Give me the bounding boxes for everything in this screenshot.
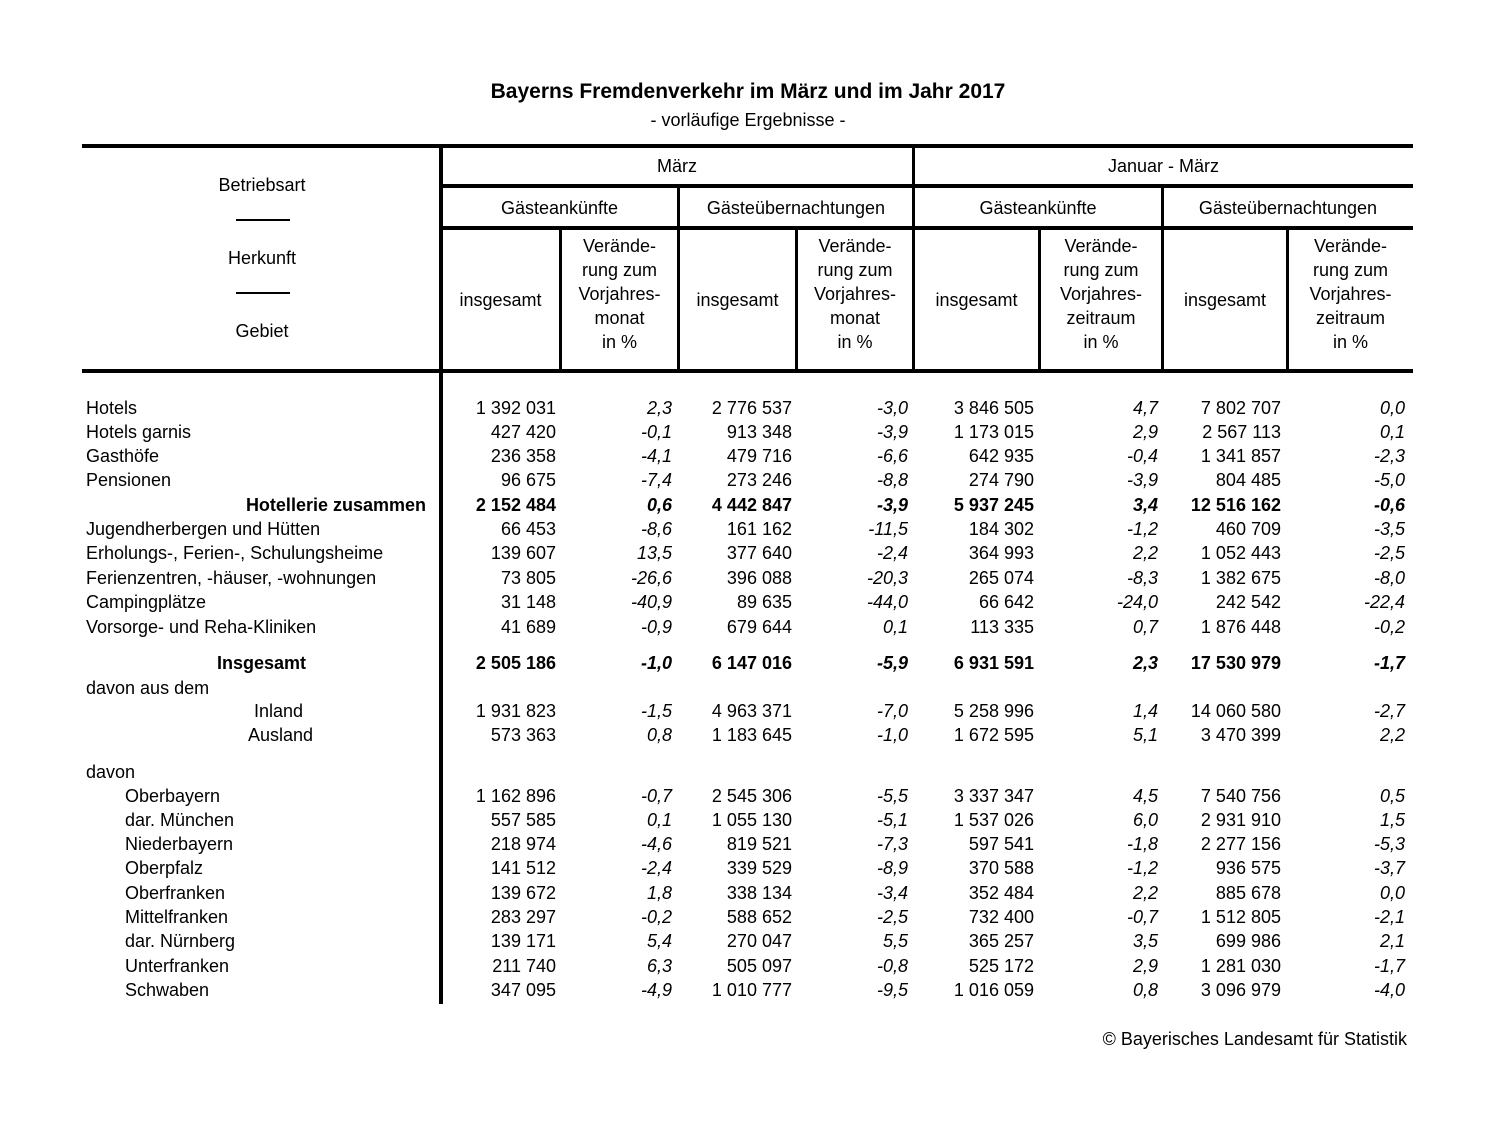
cell-change-percent: -0,7: [640, 786, 672, 806]
row-label: Hotels garnis: [86, 422, 192, 442]
cell-total: 265 074: [968, 568, 1034, 588]
table-row: [0, 954, 1489, 978]
cell-change-percent: -4,6: [640, 834, 672, 854]
cell-total: 1 162 896: [475, 786, 556, 806]
cell-change-percent: -7,0: [876, 701, 908, 721]
cell-total: 2 277 156: [1200, 834, 1281, 854]
row-label: Unterfranken: [125, 956, 230, 976]
table-row: [0, 881, 1489, 905]
cell-total: 14 060 580: [1190, 701, 1281, 721]
cell-change-percent: -0,6: [1373, 495, 1405, 515]
period-jan-maerz: Januar - März: [1107, 156, 1220, 176]
cell-total: 89 635: [736, 592, 792, 612]
row-label: dar. Nürnberg: [125, 931, 236, 951]
row-label: Hotels: [86, 398, 138, 418]
cell-total: 1 537 026: [953, 810, 1034, 830]
cell-total: 2 545 306: [711, 786, 792, 806]
cell-total: 2 776 537: [711, 398, 792, 418]
cell-total: 913 348: [726, 422, 792, 442]
cell-change-percent: 1,8: [646, 883, 672, 903]
table-row: [0, 856, 1489, 880]
cell-change-percent: -3,7: [1373, 858, 1405, 878]
cell-change-percent: 0,8: [646, 725, 672, 745]
stub-header-betriebsart: Betriebsart: [218, 175, 306, 195]
table-row: [0, 905, 1489, 929]
cell-total: 66 642: [978, 592, 1034, 612]
cell-total: 1 876 448: [1200, 617, 1281, 637]
cell-total: 139 171: [490, 931, 556, 951]
cell-change-percent: -2,5: [1373, 543, 1405, 563]
cell-total: 66 453: [500, 519, 556, 539]
cell-total: 4 963 371: [711, 701, 792, 721]
cell-change-percent: -20,3: [866, 568, 908, 588]
cell-total: 3 846 505: [953, 398, 1034, 418]
row-label: Jugendherbergen und Hütten: [86, 519, 321, 539]
row-label: Ausland: [247, 725, 313, 745]
cell-total: 364 993: [968, 543, 1034, 563]
cell-total: 139 672: [490, 883, 556, 903]
cell-change-percent: 2,1: [1379, 931, 1405, 951]
cell-change-percent: -0,1: [640, 422, 672, 442]
cell-total: 1 382 675: [1200, 568, 1281, 588]
row-label: Hotellerie zusammen: [245, 495, 426, 515]
table-row: [0, 493, 1489, 517]
table-row: [0, 468, 1489, 492]
period-maerz: März: [657, 156, 697, 176]
cell-change-percent: -44,0: [866, 592, 908, 612]
col-header-7: insgesamt: [1183, 290, 1267, 310]
row-label: Erholungs-, Ferien-, Schulungsheime: [86, 543, 384, 563]
cell-change-percent: 0,5: [1379, 786, 1405, 806]
copyright-notice: © Bayerisches Landesamt für Statistik: [1102, 1029, 1407, 1049]
cell-change-percent: 0,1: [646, 810, 672, 830]
cell-change-percent: -8,6: [640, 519, 672, 539]
cell-total: 936 575: [1215, 858, 1281, 878]
page-subtitle: - vorläufige Ergebnisse -: [650, 110, 846, 130]
cell-total: 732 400: [968, 907, 1034, 927]
row-label: Mittelfranken: [125, 907, 229, 927]
row-label: Niederbayern: [125, 834, 234, 854]
cell-change-percent: 0,6: [646, 495, 672, 515]
stub-dash-1: [236, 219, 290, 221]
col-header-4: Verände- rung zum Vorjahres- monat in %: [813, 236, 897, 352]
stub-header-herkunft: Herkunft: [227, 248, 297, 268]
cell-change-percent: 2,3: [646, 398, 672, 418]
cell-total: 557 585: [490, 810, 556, 830]
table-row: [0, 929, 1489, 953]
cell-total: 3 337 347: [953, 786, 1034, 806]
cell-change-percent: -0,7: [1126, 907, 1158, 927]
cell-total: 505 097: [726, 956, 792, 976]
cell-change-percent: 0,0: [1379, 883, 1405, 903]
cell-change-percent: -2,1: [1373, 907, 1405, 927]
cell-total: 460 709: [1215, 519, 1281, 539]
cell-change-percent: 3,5: [1132, 931, 1158, 951]
cell-total: 679 644: [726, 617, 792, 637]
cell-change-percent: 4,5: [1132, 786, 1158, 806]
cell-change-percent: -1,0: [640, 653, 672, 673]
cell-change-percent: -5,3: [1373, 834, 1405, 854]
cell-total: 396 088: [726, 568, 792, 588]
table-row: [0, 808, 1489, 832]
cell-change-percent: -7,3: [876, 834, 908, 854]
table-row: [0, 978, 1489, 1002]
table-row: [0, 590, 1489, 614]
cell-change-percent: -8,8: [876, 470, 908, 490]
cell-change-percent: -11,5: [868, 519, 908, 539]
cell-total: 1 512 805: [1200, 907, 1281, 927]
page-title: Bayerns Fremdenverkehr im März und im Jahr 2017: [490, 80, 1006, 103]
cell-change-percent: -1,5: [640, 701, 672, 721]
cell-total: 1 672 595: [953, 725, 1034, 745]
cell-change-percent: -1,2: [1126, 858, 1158, 878]
cell-total: 352 484: [968, 883, 1034, 903]
cell-change-percent: -0,9: [640, 617, 672, 637]
cell-total: 41 689: [500, 617, 556, 637]
cell-total: 161 162: [726, 519, 792, 539]
cell-change-percent: -9,5: [876, 980, 908, 1000]
cell-total: 1 183 645: [711, 725, 792, 745]
cell-change-percent: -40,9: [630, 592, 672, 612]
cell-total: 479 716: [726, 446, 792, 466]
cell-total: 283 297: [490, 907, 556, 927]
row-label: Campingplätze: [86, 592, 207, 612]
cell-total: 370 588: [968, 858, 1034, 878]
cell-change-percent: -6,6: [876, 446, 908, 466]
group-uebernachtungen-jahr: Gästeübernachtungen: [1198, 198, 1378, 218]
cell-total: 6 147 016: [711, 653, 792, 673]
col-header-3: insgesamt: [696, 290, 779, 310]
cell-total: 184 302: [968, 519, 1034, 539]
cell-change-percent: -3,9: [876, 422, 908, 442]
cell-change-percent: -2,5: [876, 907, 908, 927]
table-row: [0, 832, 1489, 856]
group-ankuenfte-maerz: Gästeankünfte: [500, 198, 619, 218]
cell-change-percent: 6,3: [646, 956, 672, 976]
cell-total: 2 931 910: [1200, 810, 1281, 830]
cell-total: 1 392 031: [475, 398, 556, 418]
cell-total: 3 470 399: [1200, 725, 1281, 745]
row-label: Oberfranken: [125, 883, 226, 903]
header-bottom-rule: [82, 369, 1413, 373]
table-top-rule: [82, 144, 1413, 148]
table-row: [0, 723, 1489, 747]
cell-total: 3 096 979: [1200, 980, 1281, 1000]
cell-change-percent: -5,9: [876, 653, 908, 673]
cell-change-percent: -3,4: [876, 883, 908, 903]
cell-total: 7 540 756: [1200, 786, 1281, 806]
cell-change-percent: -3,5: [1373, 519, 1405, 539]
cell-total: 96 675: [500, 470, 556, 490]
cell-total: 17 530 979: [1190, 653, 1281, 673]
cell-change-percent: -7,4: [640, 470, 672, 490]
table-row: [0, 444, 1489, 468]
cell-total: 218 974: [490, 834, 556, 854]
row-label: dar. München: [125, 810, 235, 830]
cell-change-percent: -0,4: [1126, 446, 1158, 466]
cell-total: 5 258 996: [953, 701, 1034, 721]
cell-change-percent: -5,1: [876, 810, 908, 830]
row-label: davon: [86, 762, 136, 782]
cell-total: 2 505 186: [475, 653, 556, 673]
cell-total: 236 358: [490, 446, 556, 466]
cell-change-percent: 3,4: [1132, 495, 1158, 515]
cell-change-percent: -4,0: [1373, 980, 1405, 1000]
table-row: [0, 676, 1489, 700]
table-row: [0, 784, 1489, 808]
col-header-1: insgesamt: [459, 290, 542, 310]
stub-header-gebiet: Gebiet: [235, 321, 289, 341]
col-header-6: Verände- rung zum Vorjahres- zeitraum in %: [1059, 236, 1143, 352]
cell-change-percent: -8,0: [1373, 568, 1405, 588]
cell-total: 1 341 857: [1200, 446, 1281, 466]
cell-change-percent: -24,0: [1116, 592, 1158, 612]
row-label: Vorsorge- und Reha-Kliniken: [86, 617, 317, 637]
cell-total: 2 567 113: [1202, 422, 1281, 442]
cell-change-percent: -4,1: [640, 446, 672, 466]
group-uebernachtungen-maerz: Gästeübernachtungen: [706, 198, 886, 218]
cell-total: 699 986: [1215, 931, 1281, 951]
cell-change-percent: -1,2: [1126, 519, 1158, 539]
table-row: [0, 566, 1489, 590]
cell-total: 819 521: [726, 834, 792, 854]
cell-total: 12 516 162: [1190, 495, 1281, 515]
table-row: [0, 541, 1489, 565]
cell-total: 597 541: [968, 834, 1034, 854]
cell-total: 270 047: [726, 931, 792, 951]
row-label: Oberbayern: [125, 786, 221, 806]
cell-change-percent: -0,2: [1373, 617, 1405, 637]
cell-change-percent: 1,5: [1379, 810, 1405, 830]
cell-total: 347 095: [490, 980, 556, 1000]
cell-change-percent: -3,9: [876, 495, 908, 515]
cell-total: 6 931 591: [953, 653, 1034, 673]
cell-change-percent: -5,0: [1373, 470, 1405, 490]
table-row: [0, 699, 1489, 723]
cell-change-percent: -2,7: [1373, 701, 1405, 721]
cell-change-percent: -0,8: [876, 956, 908, 976]
cell-change-percent: -4,9: [640, 980, 672, 1000]
col-header-8: Verände- rung zum Vorjahres- zeitraum in %: [1309, 236, 1392, 352]
table-row: [0, 615, 1489, 639]
cell-total: 1 931 823: [475, 701, 556, 721]
cell-total: 1 052 443: [1200, 543, 1281, 563]
cell-total: 525 172: [968, 956, 1034, 976]
cell-total: 4 442 847: [711, 495, 792, 515]
col-header-2: Verände- rung zum Vorjahres- monat in %: [578, 236, 661, 352]
cell-change-percent: -1,7: [1373, 956, 1405, 976]
group-ankuenfte-jahr: Gästeankünfte: [979, 198, 1097, 218]
cell-change-percent: -2,3: [1373, 446, 1405, 466]
cell-total: 273 246: [726, 470, 792, 490]
cell-change-percent: 4,7: [1132, 398, 1158, 418]
row-label: Oberpfalz: [125, 858, 204, 878]
cell-total: 804 485: [1215, 470, 1281, 490]
cell-total: 427 420: [490, 422, 556, 442]
cell-total: 377 640: [726, 543, 792, 563]
cell-change-percent: 0,0: [1379, 398, 1405, 418]
cell-total: 7 802 707: [1200, 398, 1281, 418]
cell-change-percent: 13,5: [636, 543, 672, 563]
cell-change-percent: -0,2: [640, 907, 672, 927]
cell-total: 242 542: [1215, 592, 1281, 612]
row-label: Insgesamt: [216, 653, 306, 673]
row-label: Inland: [253, 701, 303, 721]
cell-total: 211 740: [492, 956, 556, 976]
row-label: Gasthöfe: [86, 446, 160, 466]
cell-change-percent: 1,4: [1132, 701, 1158, 721]
cell-change-percent: 2,9: [1132, 422, 1158, 442]
cell-change-percent: 2,9: [1132, 956, 1158, 976]
cell-change-percent: -8,9: [876, 858, 908, 878]
cell-change-percent: -2,4: [876, 543, 908, 563]
cell-total: 339 529: [726, 858, 792, 878]
cell-total: 1 281 030: [1200, 956, 1281, 976]
cell-change-percent: 2,2: [1379, 725, 1405, 745]
group-rule: [441, 226, 1413, 230]
cell-total: 338 134: [726, 883, 792, 903]
cell-total: 588 652: [726, 907, 792, 927]
cell-total: 2 152 484: [475, 495, 556, 515]
cell-total: 1 010 777: [711, 980, 792, 1000]
cell-total: 139 607: [490, 543, 556, 563]
cell-change-percent: 6,0: [1132, 810, 1158, 830]
cell-total: 1 055 130: [711, 810, 792, 830]
cell-change-percent: 2,2: [1132, 543, 1158, 563]
cell-change-percent: -8,3: [1126, 568, 1158, 588]
cell-change-percent: -3,0: [876, 398, 908, 418]
cell-change-percent: -26,6: [630, 568, 672, 588]
table-row: [0, 396, 1489, 420]
row-label: Ferienzentren, -häuser, -wohnungen: [86, 568, 377, 588]
row-label: Schwaben: [125, 980, 210, 1000]
table-row: [0, 651, 1489, 675]
cell-total: 274 790: [968, 470, 1034, 490]
cell-change-percent: 2,2: [1132, 883, 1158, 903]
cell-change-percent: -1,7: [1373, 653, 1405, 673]
cell-total: 141 512: [490, 858, 556, 878]
cell-change-percent: 0,1: [1379, 422, 1405, 442]
cell-total: 5 937 245: [953, 495, 1034, 515]
cell-total: 73 805: [500, 568, 556, 588]
cell-change-percent: -1,8: [1126, 834, 1158, 854]
cell-change-percent: 0,7: [1132, 617, 1158, 637]
cell-change-percent: -2,4: [640, 858, 672, 878]
cell-change-percent: 5,1: [1132, 725, 1158, 745]
cell-total: 642 935: [968, 446, 1034, 466]
table-row: [0, 517, 1489, 541]
cell-change-percent: -22,4: [1363, 592, 1405, 612]
cell-change-percent: 0,1: [882, 617, 908, 637]
cell-total: 1 016 059: [953, 980, 1034, 1000]
cell-total: 1 173 015: [953, 422, 1034, 442]
col-header-5: insgesamt: [935, 290, 1018, 310]
cell-total: 365 257: [968, 931, 1034, 951]
cell-change-percent: -5,5: [876, 786, 908, 806]
row-label: davon aus dem: [86, 678, 210, 698]
cell-total: 573 363: [490, 725, 556, 745]
row-label: Pensionen: [86, 470, 172, 490]
cell-total: 31 148: [500, 592, 556, 612]
cell-change-percent: 0,8: [1132, 980, 1158, 1000]
cell-change-percent: 5,4: [646, 931, 672, 951]
cell-change-percent: -1,0: [876, 725, 908, 745]
cell-total: 885 678: [1215, 883, 1281, 903]
stub-dash-2: [236, 292, 290, 294]
cell-change-percent: 2,3: [1132, 653, 1158, 673]
cell-change-percent: 5,5: [882, 931, 908, 951]
cell-change-percent: -3,9: [1126, 470, 1158, 490]
table-row: [0, 420, 1489, 444]
period-rule: [441, 184, 1413, 188]
table-row: [0, 760, 1489, 784]
cell-total: 113 335: [970, 617, 1034, 637]
